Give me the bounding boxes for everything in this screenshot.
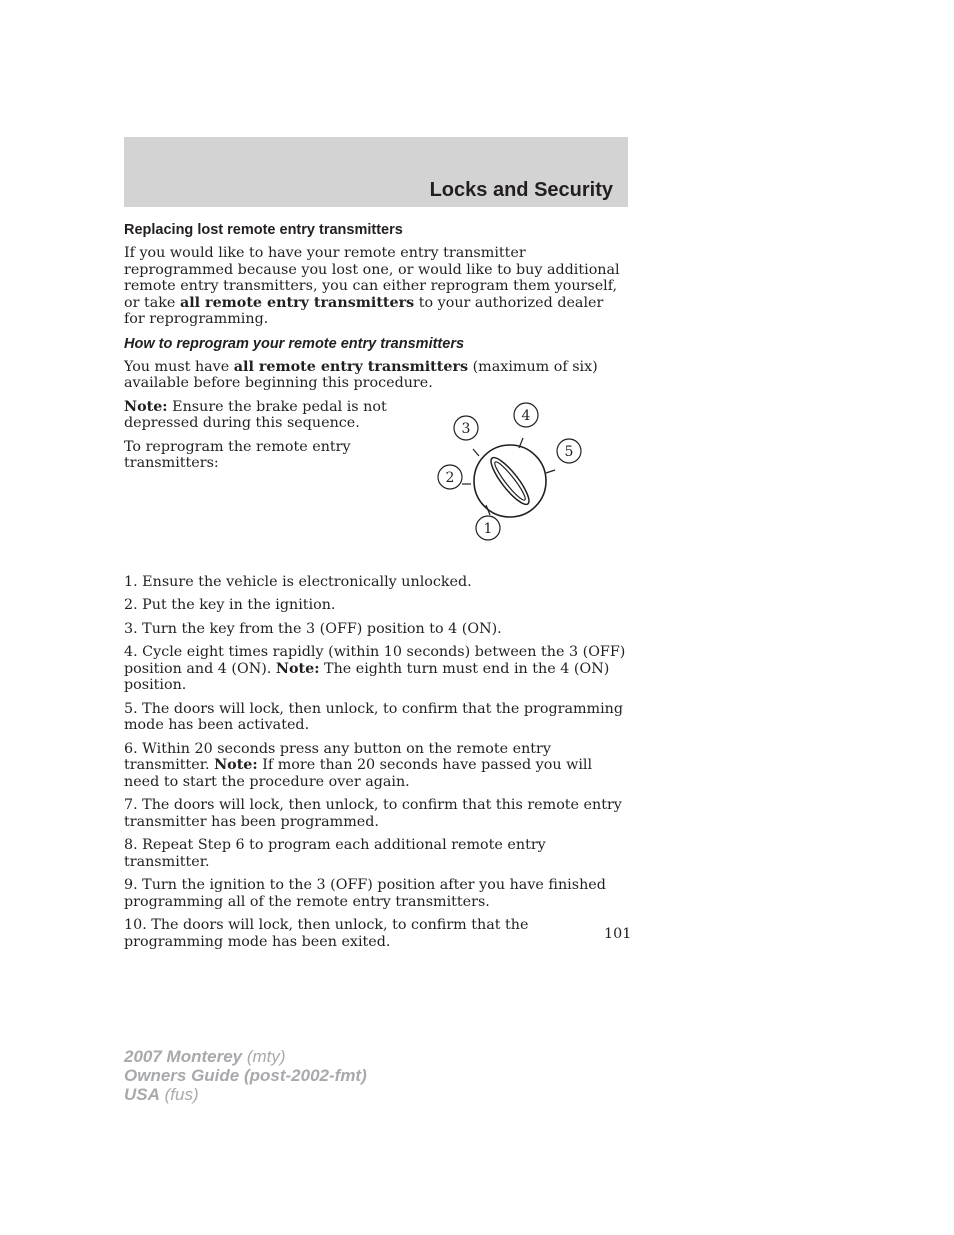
position-2-label: 2: [445, 469, 455, 486]
section-title: Locks and Security: [429, 179, 613, 201]
position-1-marker: [476, 516, 500, 540]
section-header-band: [124, 137, 628, 207]
note-and-figure: [124, 399, 628, 574]
step-3: 3. Turn the key from the 3 (OFF) position to 4 (ON).: [124, 620, 502, 637]
position-5-label: 5: [564, 443, 574, 460]
step-1: 1. Ensure the vehicle is electronically unlocked.: [124, 573, 472, 590]
position-5-marker: [557, 439, 581, 463]
tick-3: [473, 449, 479, 456]
step-9: 9. Turn the ignition to the 3 (OFF) position after you have finished programming all of the remote entry transmitters.: [124, 877, 606, 910]
step-8: 8. Repeat Step 6 to program each additional remote entry transmitter.: [124, 837, 546, 870]
reprogram-intro: To reprogram the remote entry transmitters:: [124, 438, 351, 471]
footer-line-region: USA (fus): [124, 1085, 199, 1104]
brake-note: Note: Ensure the brake pedal is not depressed during this sequence.: [124, 398, 387, 431]
paragraph-reprogram-requirement: You must have all remote entry transmitters (maximum of six) available before beginning this procedure.: [124, 358, 598, 391]
reprogram-steps: [124, 574, 628, 951]
position-1-label: 1: [483, 520, 493, 537]
position-4-marker: [514, 403, 538, 427]
paragraph-replacing-intro: If you would like to have your remote entry transmitter reprogrammed because you lost one, or would like to buy additional remote entry transmitters, you can either reprogram them yourself, or take all remote entry transmitters to your authorized dealer for reprogramming.: [124, 245, 620, 327]
footer-line-guide: Owners Guide (post-2002-fmt): [124, 1066, 367, 1085]
heading-reprogram-transmitters: How to reprogram your remote entry transmitters: [124, 335, 465, 352]
ignition-positions-diagram: [426, 393, 590, 543]
step-4: 4. Cycle eight times rapidly (within 10 seconds) between the 3 (OFF) position and 4 (ON). Note: The eighth turn must end in the 4 (ON) position.: [124, 644, 626, 693]
step-6: 6. Within 20 seconds press any button on the remote entry transmitter. Note: If more than 20 seconds have passed you will need to start the procedure over again.: [124, 740, 593, 790]
position-2-marker: [438, 465, 462, 489]
footer-line-model: 2007 Monterey (mty): [124, 1047, 286, 1066]
page-content: [124, 221, 628, 957]
step-5: 5. The doors will lock, then unlock, to confirm that the programming mode has been activated.: [124, 700, 624, 733]
step-7: 7. The doors will lock, then unlock, to confirm that this remote entry transmitter has been programmed.: [124, 797, 622, 830]
tick-5: [546, 470, 555, 473]
note-column: [124, 399, 394, 479]
position-4-label: 4: [521, 407, 531, 424]
document-footer: [124, 1047, 367, 1104]
step-2: 2. Put the key in the ignition.: [124, 597, 336, 613]
heading-replacing-transmitters: Replacing lost remote entry transmitters: [124, 222, 403, 238]
step-10: 10. The doors will lock, then unlock, to confirm that the programming mode has been exited.: [124, 917, 529, 950]
position-3-marker: [454, 416, 478, 440]
page-number: 101: [604, 926, 632, 942]
position-3-label: 3: [461, 420, 471, 437]
